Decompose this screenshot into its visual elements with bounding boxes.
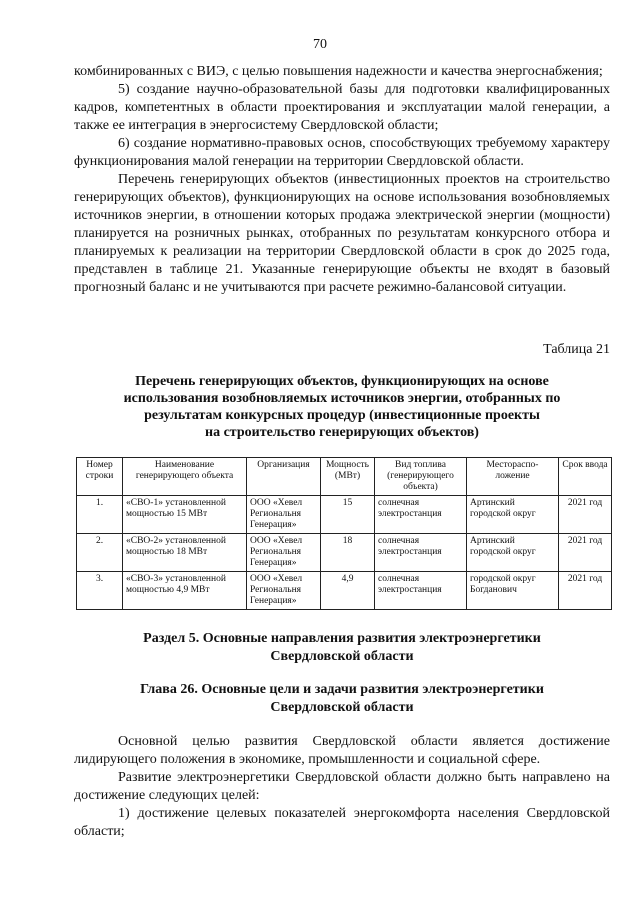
table-cell: «СВО-3» установленной мощностью 4,9 МВт [123, 572, 247, 610]
table-row [77, 534, 612, 572]
table-caption-line: использования возобновляемых источников энергии, отобранных по [123, 391, 561, 406]
table-caption-line: на строительство генерирующих объектов) [205, 425, 479, 440]
table-row [77, 496, 612, 534]
table-cell: ООО «Хевел Региональня Генерация» [247, 496, 321, 534]
intro-paragraph-5: 5) создание научно-образовательной базы для подготовки квалифицированных кадров, компетентных в области проектирования и эксплуатации малой генерации, а также ее интеграция в энергосистему Свердловской области; [74, 82, 610, 133]
chapter-heading-line: Глава 26. Основные цели и задачи развития электроэнергетики [140, 682, 544, 697]
table-cell: 4,9 [321, 572, 375, 610]
generating-objects-table [76, 457, 612, 610]
section-heading-line: Свердловской области [270, 649, 414, 664]
header-cell: Наименование генерирующего объекта [123, 458, 247, 496]
header-cell: Срок ввода [559, 458, 612, 496]
table-cell: Артинский городской округ [467, 534, 559, 572]
table-cell: Артинский городской округ [467, 496, 559, 534]
table-cell: 18 [321, 534, 375, 572]
table-cell: ООО «Хевел Региональня Генерация» [247, 534, 321, 572]
table-cell: «СВО-2» установленной мощностью 18 МВт [123, 534, 247, 572]
header-cell: Вид топлива (генерирующего объекта) [375, 458, 467, 496]
outro-paragraph-goal: Основной целью развития Свердловской области является достижение лидирующего положения в экономике, промышленности и социальной сфере. [74, 734, 610, 767]
page-number: 70 [313, 37, 327, 52]
header-cell: Номер строки [77, 458, 123, 496]
table-row [77, 572, 612, 610]
header-cell: Организация [247, 458, 321, 496]
chapter-heading-line: Свердловской области [270, 700, 414, 715]
table-cell: 2021 год [559, 572, 612, 610]
outro-paragraph-item-1: 1) достижение целевых показателей энергокомфорта населения Свердловской области; [74, 806, 610, 839]
table-caption-line: результатам конкурсных процедур (инвестиционные проекты [144, 408, 540, 423]
table-header-row [77, 458, 612, 496]
header-cell: Мощность (МВт) [321, 458, 375, 496]
intro-text [74, 63, 610, 297]
table-cell: ООО «Хевел Региональня Генерация» [247, 572, 321, 610]
table-caption [74, 373, 610, 441]
section-heading [74, 630, 610, 666]
intro-paragraph-list: Перечень генерирующих объектов (инвестиционных проектов на строительство генерирующих объектов), функционирующих на основе использования возобновляемых источников энергии, в отношении которых продажа электрической энергии (мощности) планируется на розничных рынках, отобранных по результатам конкурсного отбора и планируемых к реализации на территории Свердловской области в срок до 2025 года, представлен в таблице 21. Указанные генерирующие объекты не входят в базовый прогнозный баланс и не учитываются при расчете режимно-балансовой ситуации. [74, 172, 610, 295]
intro-paragraph-continuation: комбинированных с ВИЭ, с целью повышения надежности и качества энергоснабжения; [74, 64, 603, 79]
table-cell: 2021 год [559, 534, 612, 572]
table-cell: 2. [77, 534, 123, 572]
outro-paragraph-direction: Развитие электроэнергетики Свердловской области должно быть направлено на достижение следующих целей: [74, 770, 610, 803]
section-heading-line: Раздел 5. Основные направления развития электроэнергетики [143, 631, 541, 646]
table-cell: солнечная электростанция [375, 534, 467, 572]
intro-paragraph-6: 6) создание нормативно-правовых основ, способствующих требуемому характеру функционирования малой генерации на территории Свердловской области. [74, 136, 610, 169]
table-cell: солнечная электростанция [375, 496, 467, 534]
table-cell: 3. [77, 572, 123, 610]
table-caption-line: Перечень генерирующих объектов, функционирующих на основе [135, 374, 549, 389]
table-cell: 15 [321, 496, 375, 534]
table-cell: городской округ Богданович [467, 572, 559, 610]
table-cell: «СВО-1» установленной мощностью 15 МВт [123, 496, 247, 534]
table-cell: 1. [77, 496, 123, 534]
table-label: Таблица 21 [543, 342, 610, 357]
table-cell: солнечная электростанция [375, 572, 467, 610]
outro-text [74, 733, 610, 841]
table-cell: 2021 год [559, 496, 612, 534]
chapter-heading [74, 681, 610, 717]
header-cell: Местораспо-ложение [467, 458, 559, 496]
